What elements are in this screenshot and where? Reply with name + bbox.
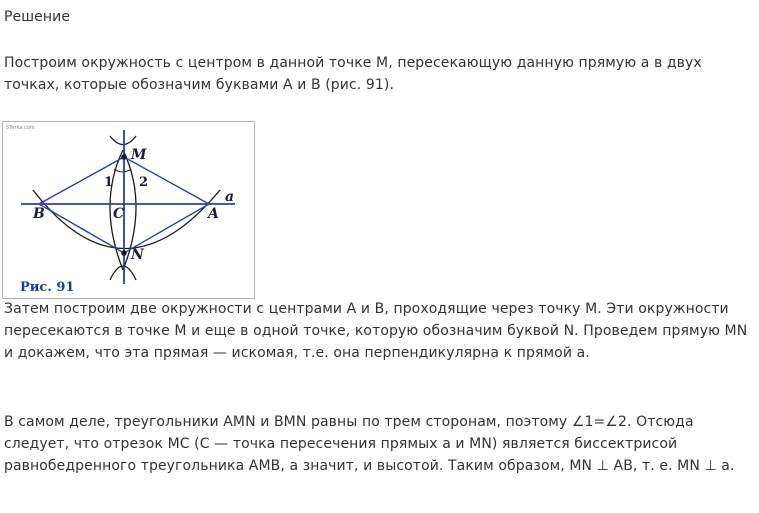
angle-marks [114,169,131,172]
point-m [121,154,127,160]
label-a-point: A [208,206,219,222]
figure-caption: Рис. 91 [20,280,75,295]
label-n: N [131,247,144,263]
label-line-a: a [225,189,235,205]
paragraph-construct-circle: Построим окружность с центром в данной точке М, пересекающую данную прямую а в двух точках, которые обозначим буквами А и В (рис. 91). [4,55,702,93]
figure-watermark: 5Terka.com [6,125,35,131]
label-b-point: B [33,206,45,222]
figure-91 [2,121,255,299]
point-n [121,250,127,256]
label-angle-2: 2 [139,175,149,190]
circle-center-m-arc [33,190,220,249]
paragraph-proof: В самом деле, треугольники AMN и BMN равны по трем сторонам, поэтому ∠1=∠2. Отсюда следует, что отрезок МС (С — точка пересечения прямых а и MN) является биссектрисой равнобедренного треугольника АМВ, а значит, и высотой. Таким образом, MN ⊥ AB, т. е. MN ⊥ a. [4,414,735,474]
label-m: M [131,147,147,163]
solution-heading: Решение [4,9,71,25]
segment-ma [124,157,209,204]
label-c-point: C [113,206,125,222]
arc-through-m [110,136,136,145]
geometry-diagram [3,122,254,298]
segment-na [124,204,209,253]
label-angle-1: 1 [104,175,114,190]
paragraph-two-circles: Затем построим две окружности с центрами А и В, проходящие через точку М. Эти окружности пересекаются в точке М и еще в одной точке, которую обозначим буквой N. Проведем прямую MN и докажем, что эта прямая — искомая, т.е. она перпендикулярна к прямой а. [4,301,748,361]
arc-through-n [110,266,136,280]
